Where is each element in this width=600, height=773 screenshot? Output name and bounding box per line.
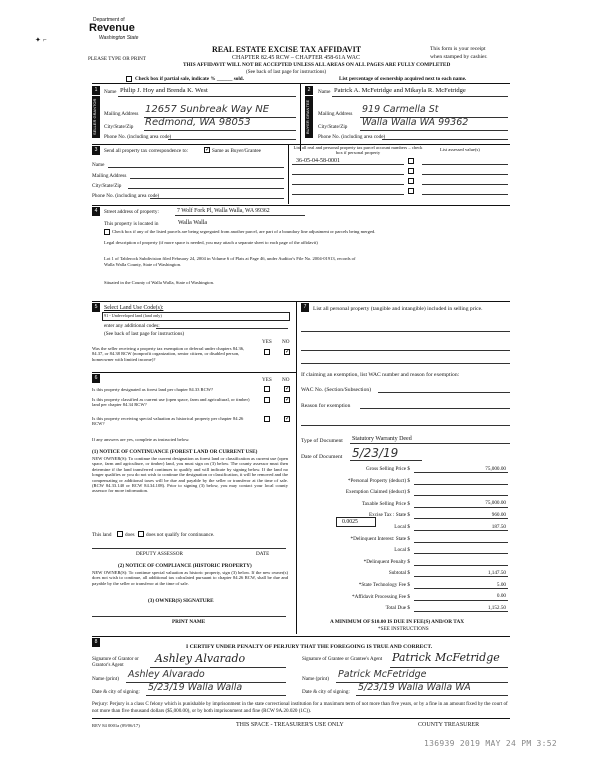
tax-row-label: *State Technology Fee $ bbox=[358, 582, 410, 588]
assessed-header: List assessed value(s) bbox=[440, 147, 480, 152]
legal-line-2: Walla Walla County, State of Washington. bbox=[104, 262, 182, 267]
s6-if-yes: If any answers are yes, complete as instructed below. bbox=[92, 437, 190, 442]
s5-yes: YES bbox=[262, 339, 272, 345]
notice2-title: (2) NOTICE OF COMPLIANCE (HISTORIC PROPERTY) bbox=[118, 563, 252, 569]
tax-row-value[interactable]: 1,147.50 bbox=[487, 569, 506, 576]
segregated-label: Check box if any of the listed parcels are being segregated from another parcel, are part of a boundary line adjustment or parcels being merged. bbox=[112, 229, 376, 234]
tax-row-value[interactable]: 960.00 bbox=[491, 511, 506, 518]
parcel-number: 36-05-04-58-0001 bbox=[296, 158, 340, 164]
does-label: does bbox=[125, 532, 135, 538]
tax-row-label: Exemption Claimed (deduct) $ bbox=[345, 489, 410, 496]
perjury-notice: Perjury: Perjury is a class C felony which is punishable by imprisonment in the state correctional institution for a maximum term of not more than five years, or by a fine in an amount fixed by the court of not more than five thousand dollars ($5,000.00), or by both imprisonment and fine (RCW 9A.20.020 (1C)). bbox=[92, 701, 508, 714]
land-use-see-back: (See back of last page for instructions) bbox=[104, 331, 185, 337]
agency-logo bbox=[89, 17, 159, 47]
deputy-assessor-label: DEPUTY ASSESSOR bbox=[136, 551, 183, 557]
tax-row-label: *Personal Property (deduct) $ bbox=[347, 477, 410, 484]
partial-sale-checkbox[interactable] bbox=[126, 76, 132, 82]
local-rate-box bbox=[336, 517, 376, 527]
does-not-label: does not qualify for continuance. bbox=[146, 532, 215, 538]
doc-type-label: Type of Document bbox=[301, 438, 343, 444]
margin-mark: ✦ ⌐ bbox=[35, 36, 47, 44]
seller-mailing-label: Mailing Address bbox=[104, 111, 139, 117]
section-5-badge: 5 bbox=[92, 303, 100, 312]
grantee-name: Patrick McFetridge bbox=[338, 669, 427, 680]
tax-row-value[interactable]: 187.50 bbox=[491, 523, 506, 530]
s6-q3-no[interactable]: ✓ bbox=[285, 416, 291, 422]
section-3-badge: 3 bbox=[92, 146, 100, 155]
agency-line1: Department of bbox=[93, 17, 125, 23]
tax-row-label: *Affidavit Processing Fee $ bbox=[352, 593, 410, 600]
buyer-phone-label: Phone No. (including area code) bbox=[318, 134, 386, 140]
grantor-signature: Ashley Alvarado bbox=[155, 652, 246, 665]
county-treasurer: COUNTY TREASURER bbox=[418, 722, 480, 728]
form-title: REAL ESTATE EXCISE TAX AFFIDAVIT bbox=[212, 45, 362, 54]
certify-statement: I CERTIFY UNDER PENALTY OF PERJURY THAT THE FOREGOING IS TRUE AND CORRECT. bbox=[186, 644, 433, 650]
grantor-name-label: Name (print) bbox=[92, 676, 119, 682]
buyer-city-label: City/State/Zip bbox=[318, 124, 348, 130]
buyer-vertical-label: BUYER GRANTEE bbox=[305, 96, 313, 138]
section-1-badge: 1 bbox=[92, 86, 100, 95]
notice-line: THIS AFFIDAVIT WILL NOT BE ACCEPTED UNLESS ALL AREAS ON ALL PAGES ARE FULLY COMPLETED bbox=[183, 62, 451, 68]
notice1-body: NEW OWNER(S): To continue the current designation as forest land or classification as current use (open space, farm and agriculture, or timber) land, you must sign on (3) below. The county assessor must then determine if the land transferred continues to qualify and will indicate by signing below. If the land no longer qualifies or you do not wish to continue the designation or classification, it will be removed and the compensating or additional taxes will be due and payable by the seller or transferor at the time of sale. (RCW 84.33.140 or RCW 84.34.108). Prior to signing (3) below, you may contact your local county assessor for more information. bbox=[92, 456, 288, 494]
exemption-claim-label: If claiming an exemption, list WAC number and reason for exemption: bbox=[301, 372, 460, 378]
parcel-checkbox-3[interactable] bbox=[408, 178, 414, 184]
section-2-badge: 2 bbox=[305, 86, 313, 95]
land-use-select[interactable] bbox=[102, 312, 290, 321]
tax-row-label: *Delinquent Interest: State $ bbox=[350, 535, 410, 542]
seller-mailing: 12657 Sunbreak Way NE bbox=[145, 104, 270, 115]
this-land-label: This land bbox=[92, 532, 112, 538]
agency-name: Revenue bbox=[89, 22, 135, 34]
grantee-date: 5/23/19 Walla Walla WA bbox=[358, 682, 471, 693]
receipt-stamp: 136939 2019 MAY 24 PM 3:52 bbox=[424, 739, 558, 748]
located-county: Walla Walla bbox=[178, 220, 208, 226]
s5-no-checkbox[interactable]: ✓ bbox=[285, 349, 291, 355]
corr-city-label: City/State/Zip bbox=[92, 183, 122, 189]
tax-row-label: Local $ bbox=[394, 547, 410, 554]
doc-date-label: Date of Document bbox=[301, 454, 343, 460]
section-4-badge: 4 bbox=[92, 207, 100, 216]
grantee-date-label: Date & city of signing: bbox=[302, 689, 350, 695]
section-8-badge: 8 bbox=[92, 638, 100, 647]
send-correspondence-label: Send all property tax correspondence to: bbox=[104, 148, 188, 154]
grantor-date-label: Date & city of signing: bbox=[92, 689, 140, 695]
legal-label: Legal description of property (if more space is needed, you may attach a separate sheet to each page of the affidavit) bbox=[104, 240, 318, 245]
segregated-checkbox[interactable] bbox=[104, 229, 110, 235]
doc-date-value: 5/23/19 bbox=[352, 446, 399, 460]
grantee-name-label: Name (print) bbox=[302, 676, 329, 682]
tax-row-value[interactable]: 0.00 bbox=[496, 593, 506, 600]
seller-city-label: City/State/Zip bbox=[104, 124, 134, 130]
tax-row-label: Subtotal $ bbox=[388, 570, 410, 577]
street-address: 7 Wolf Fork Pl, Walla Walla, WA 99362 bbox=[177, 208, 270, 214]
s5-no: NO bbox=[282, 339, 290, 345]
deputy-date-label: DATE bbox=[256, 551, 270, 557]
tax-row-label: Gross Selling Price $ bbox=[366, 466, 410, 472]
receipt-line1: This form is your receipt bbox=[430, 46, 486, 52]
grantee-sig-label: Signature of Grantee or Grantee's Agent bbox=[302, 657, 383, 662]
see-back: (See back of last page for instructions) bbox=[246, 69, 327, 75]
seller-vertical-label: SELLER GRANTOR bbox=[92, 96, 100, 138]
tax-row-label: Total Due $ bbox=[385, 605, 410, 612]
s6-q1: Is this property designated as forest land per chapter 84.33 RCW? bbox=[92, 387, 214, 392]
ownership-note: List percentage of ownership acquired next to each name. bbox=[339, 76, 467, 82]
parcel-checkbox-4[interactable] bbox=[408, 188, 414, 194]
partial-sale-label: Check box if partial sale, indicate % ______ sold. bbox=[135, 76, 244, 82]
same-as-buyer-label: Same as Buyer/Grantee bbox=[212, 148, 261, 154]
corr-phone-label: Phone No. (including area code) bbox=[92, 193, 160, 199]
corr-name-label: Name bbox=[92, 162, 105, 168]
grantee-signature: Patrick McFetridge bbox=[392, 651, 500, 664]
buyer-mailing: 919 Carmella St bbox=[362, 104, 439, 115]
s6-q2-yes[interactable] bbox=[264, 397, 270, 403]
buyer-name: Patrick A. McFetridge and Mikayla R. McFetridge bbox=[334, 87, 466, 94]
chapter-line: CHAPTER 82.45 RCW – CHAPTER 458-61A WAC bbox=[232, 55, 360, 61]
s6-no: NO bbox=[282, 377, 290, 383]
s6-q1-yes[interactable] bbox=[264, 386, 270, 392]
print-name-label: PRINT NAME bbox=[172, 619, 206, 625]
tax-row-value[interactable]: 1,152.50 bbox=[487, 604, 506, 611]
s6-q3: Is this property receiving special valuation as historical property per chapter 84.26 RCW? bbox=[92, 416, 244, 427]
tax-row-label: *Delinquent Penalty $ bbox=[363, 558, 410, 565]
seller-name-label: Name bbox=[104, 89, 117, 95]
section-6-badge: 6 bbox=[92, 374, 100, 383]
local-rate: 0.0025 bbox=[342, 519, 358, 525]
located-label: This property is located in bbox=[104, 221, 159, 227]
land-use-label: Select Land Use Code(s): bbox=[104, 305, 164, 311]
legal-line-3: Situated in the County of Walla Walla, State of Washington. bbox=[104, 280, 215, 285]
tax-row-label: Local $ bbox=[394, 524, 410, 530]
seller-phone-label: Phone No. (including area code) bbox=[104, 134, 172, 140]
owner-signature-label: (3) OWNER(S) SIGNATURE bbox=[148, 598, 214, 604]
minimum-due: A MINIMUM OF $10.00 IS DUE IN FEE(S) AND/OR TAX bbox=[330, 619, 465, 625]
additional-codes-label: enter any additional codes: bbox=[104, 323, 160, 329]
tax-row-value[interactable]: 75,000.00 bbox=[485, 500, 506, 507]
parcel-checkbox-2[interactable] bbox=[408, 168, 414, 174]
s6-q1-no[interactable]: ✓ bbox=[285, 386, 291, 392]
see-instructions: *SEE INSTRUCTIONS bbox=[378, 626, 429, 632]
tax-row-value[interactable]: 5.00 bbox=[496, 581, 506, 588]
s5-question: Was the seller receiving a property tax exemption or deferral under chapters 84.36, 84.37, or 84.38 RCW (nonprofit organization, senior citizen, or disabled person, homeowner with limited income)? bbox=[92, 346, 245, 362]
does-not-checkbox[interactable] bbox=[138, 531, 144, 537]
same-as-buyer-checkbox[interactable]: ✓ bbox=[205, 147, 211, 153]
doc-type-value: Statutory Warranty Deed bbox=[352, 436, 412, 442]
rev-number: REV 84 0001a (09/06/17) bbox=[92, 723, 140, 728]
notice1-title: (1) NOTICE OF CONTINUANCE (FOREST LAND OR CURRENT USE) bbox=[92, 449, 258, 455]
personal-property-label: List all personal property (tangible and intangible) included in selling price. bbox=[313, 306, 483, 312]
agency-line3: Washington State bbox=[99, 35, 139, 41]
buyer-name-label: Name bbox=[318, 89, 331, 95]
tax-row-value[interactable]: 75,000.00 bbox=[485, 465, 506, 472]
tax-row-label: Excise Tax : State $ bbox=[368, 512, 410, 519]
buyer-city: Walla Walla WA 99362 bbox=[362, 117, 469, 128]
tax-row-label: Taxable Selling Price $ bbox=[361, 500, 410, 507]
parcel-checkbox-1[interactable] bbox=[408, 158, 414, 164]
grantor-date: 5/23/19 Walla Walla bbox=[148, 682, 243, 693]
seller-name: Philip J. Hoy and Brenda K. West bbox=[120, 87, 208, 94]
land-use-value: 91 - Undeveloped land (land only) bbox=[104, 313, 162, 318]
wac-label: WAC No. (Section/Subsection) bbox=[301, 387, 372, 393]
please-type: PLEASE TYPE OR PRINT bbox=[88, 56, 146, 62]
does-checkbox[interactable] bbox=[117, 531, 123, 537]
reason-label: Reason for exemption bbox=[301, 403, 351, 409]
s6-q2-no[interactable]: ✓ bbox=[285, 397, 291, 403]
s6-q2: Is this property classified as current use (open space, farm and agricultural, or timber) land per chapter 84.34 RCW? bbox=[92, 397, 250, 408]
grantor-name: Ashley Alvarado bbox=[128, 669, 205, 680]
grantor-sig-label: Signature of Grantor or Grantor's Agent bbox=[92, 657, 139, 668]
receipt-line2: when stamped by cashier. bbox=[430, 54, 488, 60]
s6-q3-yes[interactable] bbox=[264, 416, 270, 422]
street-label: Street address of property: bbox=[104, 209, 159, 215]
buyer-mailing-label: Mailing Address bbox=[318, 111, 353, 117]
legal-line-1: Lot 1 of Tablerock Subdivision filed February 24, 2004 in Volume 6 of Plats at Page 46, under Auditor's File No. 2004-01913, records of bbox=[104, 256, 356, 261]
s5-yes-checkbox[interactable] bbox=[264, 349, 270, 355]
section-7-badge: 7 bbox=[301, 303, 309, 312]
s6-yes: YES bbox=[262, 377, 272, 383]
seller-city: Redmond, WA 98053 bbox=[145, 117, 251, 128]
parcel-header: List all real and personal property tax parcel account numbers – check box if personal property bbox=[293, 145, 423, 156]
treasurer-space: THIS SPACE - TREASURER'S USE ONLY bbox=[236, 722, 344, 728]
corr-mailing-label: Mailing Address bbox=[92, 173, 127, 179]
notice2-body: NEW OWNER(S): To continue special valuation as historic property, sign (3) below. If the new owner(s) does not wish to continue, all additional tax calculated pursuant to chapter 84.26 RCW, shall be due and payable by the seller or transferor at the time of sale. bbox=[92, 570, 288, 586]
